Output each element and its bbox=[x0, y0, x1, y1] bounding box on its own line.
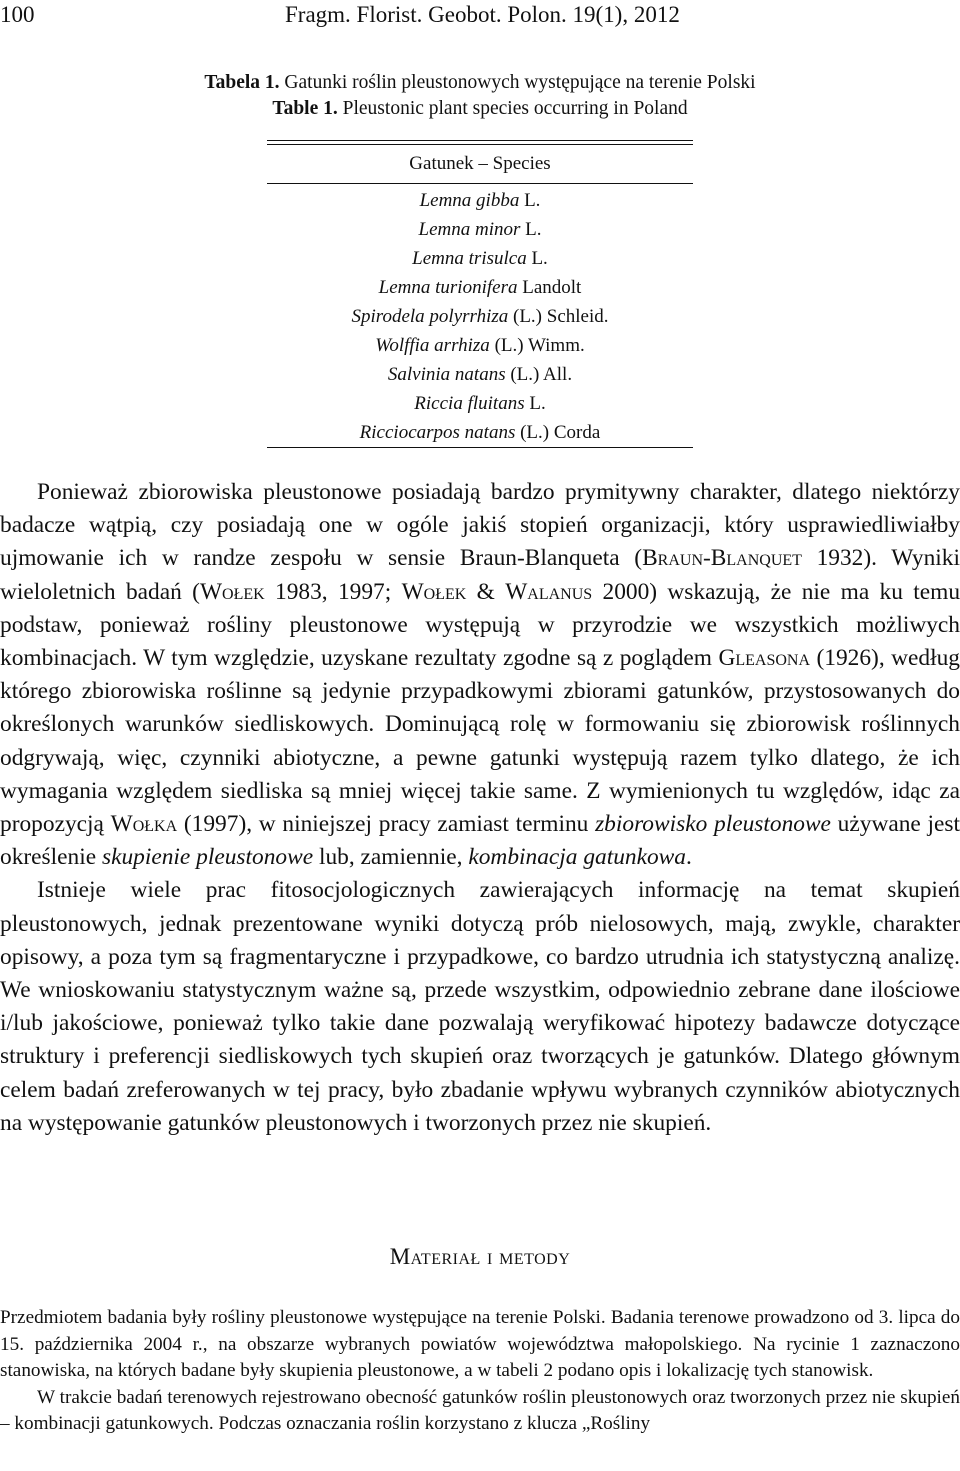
species-table bbox=[267, 140, 693, 448]
caption-english-label: Table 1. bbox=[272, 98, 338, 119]
species-name: Wolffia arrhiza bbox=[375, 335, 490, 356]
species-row bbox=[267, 302, 693, 331]
citation-author: Braun-Blanquet bbox=[642, 545, 802, 572]
species-row bbox=[267, 331, 693, 360]
species-author: L. bbox=[524, 190, 541, 211]
table-header-rule bbox=[267, 183, 693, 184]
species-name: Spirodela polyrrhiza bbox=[351, 306, 509, 327]
term-italic: kombinacja gatunkowa bbox=[468, 844, 686, 871]
term-italic: skupienie pleustonowe bbox=[101, 844, 314, 871]
species-row bbox=[267, 360, 693, 389]
species-author: L. bbox=[525, 219, 542, 240]
species-name: Lemna turionifera bbox=[378, 277, 518, 298]
paragraph-2: Istnieje wiele prac fitosocjologicznych zawierających informację na temat skupień pleustonowych, jednak prezentowane wyniki dotyczą prób nielosowych, mają, zwykle, charakter opisowy, a poza tym są fragmentaryczne i przypadkowe, co bardzo utrudnia ich statystyczną analizę. We wnioskowaniu statystycznym ważne są, przede wszystkim, odpowiednio zebrane dane ilościowe i/lub jakościowe, ponieważ tylko takie dane pozwalają weryfikować hipotezy badawcze dotyczące struktury i preferencji siedliskowych tych skupień oraz tworzących je gatunków. Dlatego głównym celem badań zreferowanych w tej pracy, było zbadanie wpływu wybranych czynników abiotycznych na występowanie gatunków pleustonowych i tworzonych przez nie skupień. bbox=[0, 877, 960, 1136]
species-name: Lemna minor bbox=[418, 219, 521, 240]
section-heading: Materiał i metody bbox=[389, 1244, 571, 1269]
page-number: 100 bbox=[0, 2, 35, 27]
running-header bbox=[0, 2, 960, 32]
species-author: L. bbox=[531, 248, 548, 269]
species-author: (L.) All. bbox=[510, 364, 573, 385]
species-row bbox=[267, 186, 693, 215]
section-paragraph-2: W trakcie badań terenowych rejestrowano obecność gatunków roślin pleustonowych oraz tworzonych przez nie skupień – kombinacji gatunkowych. Podczas oznaczania roślin korzystano z klucza „Rośliny bbox=[0, 1386, 960, 1435]
body-text bbox=[0, 476, 960, 1140]
caption-polish-text: Gatunki roślin pleustonowych występujące na terenie Polski bbox=[284, 72, 756, 93]
table-header: Gatunek – Species bbox=[409, 153, 551, 174]
species-author: (L.) Wimm. bbox=[494, 335, 585, 356]
journal-reference: Fragm. Florist. Geobot. Polon. 19(1), 2012 bbox=[285, 2, 680, 27]
caption-english-text: Pleustonic plant species occurring in Poland bbox=[342, 98, 688, 119]
paragraph-1: Ponieważ zbiorowiska pleustonowe posiadają bardzo prymitywny charakter, dlatego niektórzy badacze wątpią, czy posiadają one w ogóle jakiś stopień organizacji, który usprawiedliwiałby ujmowanie ich w randze zespołu w sensie Braun-Blanqueta (Braun-Blanquet 1932). Wyniki wieloletnich badań (Wołek 1983, 1997; Wołek & Walanus 2000) wskazują, że nie ma ku temu podstaw, ponieważ rośliny pleustonowe występują w przyrodzie we wszystkich możliwych kombinacjach. W tym względzie, uzyskane rezultaty zgodne są z poglądem Gleasona (1926), według którego zbiorowiska roślinne są jedynie przypadkowymi zbiorami gatunków, przystosowanych do określonych warunków siedliskowych. Dominującą rolę w formowaniu się zbiorowisk roślinnych odgrywają, więc, czynniki abiotyczne, a pewne gatunki występują razem tylko dlatego, że ich wymagania względem siedliska są mniej więcej takie same. Z wymienionych tu względów, idąc za propozycją Wołka (1997), w niniejszej pracy zamiast terminu zbiorowisko pleustonowe używane jest określenie skupienie pleustonowe lub, zamiennie, kombinacja gatunkowa. bbox=[0, 479, 960, 871]
species-row bbox=[267, 418, 693, 447]
citation-author: Gleasona bbox=[718, 645, 811, 672]
citation-author: Wołka bbox=[110, 811, 178, 838]
species-row bbox=[267, 273, 693, 302]
species-row bbox=[267, 215, 693, 244]
species-name: Lemna trisulca bbox=[412, 248, 527, 269]
citation-author: Wołek bbox=[401, 578, 467, 605]
species-name: Riccia fluitans bbox=[414, 393, 525, 414]
species-row bbox=[267, 389, 693, 418]
species-name: Ricciocarpos natans bbox=[359, 422, 516, 443]
section-paragraph-1: Przedmiotem badania były rośliny pleustonowe występujące na terenie Polski. Badania terenowe prowadzono od 3. lipca do 15. października 2004 r., na obszarze wybranych powiatów województwa małopolskiego. Na rycinie 1 zaznaczono stanowiska, na których badane były skupienia pleustonowe, a w tabeli 2 podano opis i lokalizację tych stanowisk. bbox=[0, 1307, 960, 1382]
species-name: Salvinia natans bbox=[387, 364, 506, 385]
citation-author: Walanus bbox=[505, 578, 593, 605]
term-italic: zbiorowisko pleustonowe bbox=[595, 811, 831, 838]
table-caption bbox=[0, 70, 960, 122]
species-row bbox=[267, 244, 693, 273]
citation-author: Wołek bbox=[199, 578, 265, 605]
section-text bbox=[0, 1305, 960, 1438]
caption-english bbox=[0, 96, 960, 122]
caption-polish bbox=[0, 70, 960, 96]
species-list bbox=[267, 186, 693, 447]
table-bottom-rule bbox=[267, 447, 693, 448]
species-name: Lemna gibba bbox=[419, 190, 520, 211]
species-author: (L.) Schleid. bbox=[513, 306, 609, 327]
species-author: (L.) Corda bbox=[520, 422, 601, 443]
species-author: Landolt bbox=[522, 277, 582, 298]
caption-polish-label: Tabela 1. bbox=[204, 72, 280, 93]
species-author: L. bbox=[529, 393, 546, 414]
